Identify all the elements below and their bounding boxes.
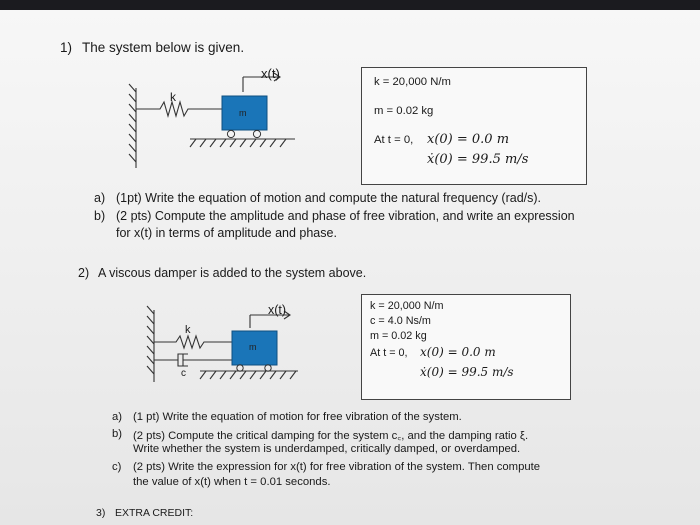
document-page — [0, 10, 700, 525]
q2-number: 2) — [78, 266, 90, 280]
q2-part-c-text: (2 pts) Write the expression for x(t) for free vibration of the system. Then compute — [133, 461, 541, 473]
q1-given-v0: ẋ(0) = 99.5 m/s — [427, 152, 529, 167]
q1-k-label: k — [170, 90, 176, 104]
q3-title: EXTRA CREDIT: — [115, 507, 194, 519]
q2-given-box — [361, 294, 571, 400]
monitor-bezel — [0, 0, 700, 10]
q2-given-at-t: At t = 0, — [370, 347, 408, 359]
q2-part-b-label: b) — [112, 428, 123, 440]
q1-part-a-text: (1pt) Write the equation of motion and compute the natural frequency (rad/s). — [116, 191, 541, 205]
q1-part-b-label: b) — [94, 209, 106, 223]
q2-part-c-cont: the value of x(t) when t = 0.01 seconds. — [133, 476, 331, 488]
q2-part-a-text: (1 pt) Write the equation of motion for free vibration of the system. — [133, 411, 462, 423]
q2-given-m: m = 0.02 kg — [370, 330, 427, 342]
q2-part-a-label: a) — [112, 411, 123, 423]
q2-given-x0: x(0) = 0.0 m — [420, 345, 496, 359]
q2-part-b-text: (2 pts) Compute the critical damping for the system c꜀, and the damping ratio ξ. — [133, 430, 529, 442]
q1-mass-label: m — [239, 108, 247, 118]
q2-x-label: x(t) — [268, 303, 287, 317]
q1-given-x0: x(0) = 0.0 m — [427, 132, 510, 147]
q2-part-b-cont: Write whether the system is underdamped, critically damped, or overdamped. — [133, 443, 521, 455]
q2-mass-label: m — [249, 342, 257, 352]
q2-given-k: k = 20,000 N/m — [370, 300, 444, 312]
q1-number: 1) — [60, 40, 73, 55]
q2-c-label: c — [181, 368, 186, 379]
q1-part-b-text: (2 pts) Compute the amplitude and phase of free vibration, and write an expression — [116, 209, 575, 223]
q1-given-at-t: At t = 0, — [374, 134, 414, 146]
q1-title: The system below is given. — [82, 40, 245, 55]
q3-number: 3) — [96, 507, 106, 519]
q2-k-label: k — [185, 324, 191, 336]
q1-given-m: m = 0.02 kg — [374, 105, 434, 117]
q1-given-k: k = 20,000 N/m — [374, 76, 451, 88]
q1-x-label: x(t) — [261, 66, 280, 81]
q2-title: A viscous damper is added to the system above. — [98, 266, 367, 280]
q1-part-b-cont: for x(t) in terms of amplitude and phase. — [116, 226, 337, 240]
q2-given-v0: ẋ(0) = 99.5 m/s — [420, 365, 514, 379]
q2-part-c-label: c) — [112, 461, 122, 473]
q1-part-a-label: a) — [94, 191, 106, 205]
q2-given-c: c = 4.0 Ns/m — [370, 315, 431, 327]
